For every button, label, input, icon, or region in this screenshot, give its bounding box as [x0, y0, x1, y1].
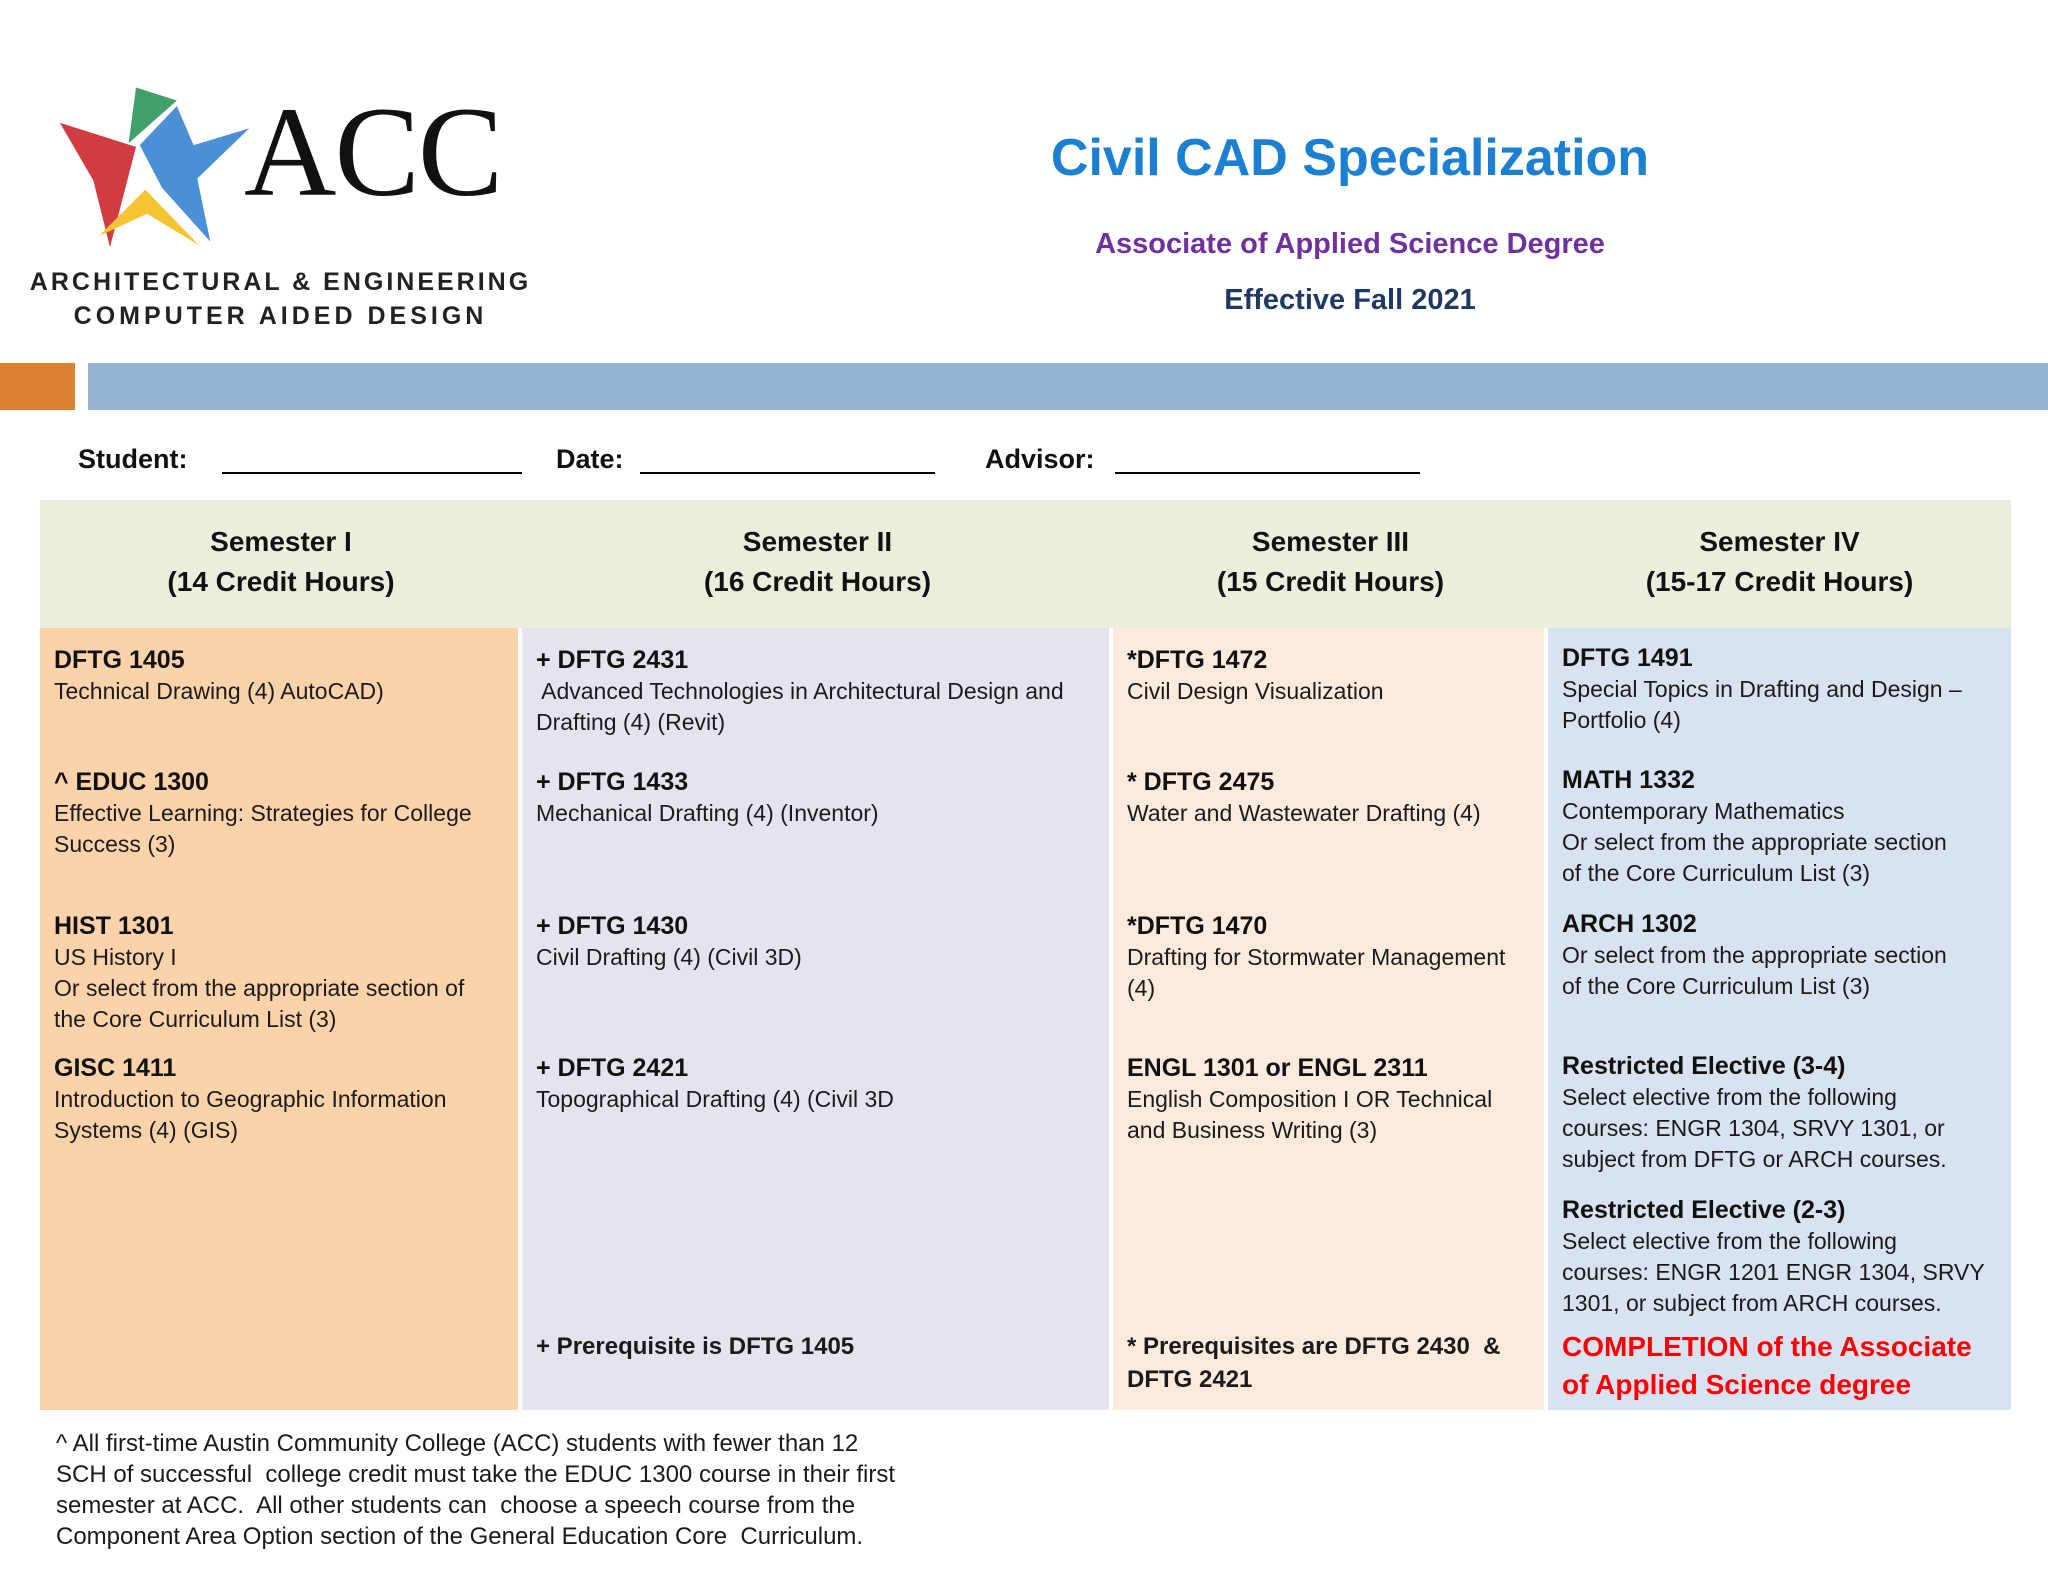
course-desc-line: Special Topics in Drafting and Design –	[1562, 676, 1962, 702]
semester-1-credits: (14 Credit Hours)	[167, 566, 395, 597]
course-desc-line: Civil Design Visualization	[1127, 678, 1384, 704]
completion-note-line: COMPLETION of the Associate	[1562, 1331, 1972, 1362]
page-title: Civil CAD Specialization	[1050, 129, 1650, 187]
footnote-line: ^ All first-time Austin Community College (ACC) students with fewer than 12	[56, 1430, 859, 1457]
course-desc-line: Effective Learning: Strategies for College	[54, 800, 472, 826]
course-desc-line: the Core Curriculum List (3)	[54, 1006, 337, 1032]
course-entry	[54, 766, 514, 860]
course-entry	[1562, 764, 2007, 889]
semester-1-column	[40, 628, 522, 1410]
course-code: * DFTG 2475	[1127, 768, 1275, 796]
logo-subtitle-line1: ARCHITECTURAL & ENGINEERING	[29, 268, 532, 296]
semester-table	[40, 500, 2011, 1410]
course-desc-line: Or select from the appropriate section	[1562, 829, 1947, 855]
course-entry	[54, 644, 514, 707]
course-entry	[1562, 908, 2007, 1002]
course-entry	[1562, 1194, 2007, 1319]
course-desc-line: Or select from the appropriate section of	[54, 975, 465, 1001]
course-code: DFTG 1405	[54, 646, 185, 674]
course-entry	[1127, 910, 1540, 1004]
prerequisite-note-line: + Prerequisite is DFTG 1405	[536, 1333, 855, 1360]
course-entry	[536, 910, 1105, 973]
orange-accent-block	[0, 363, 75, 410]
prerequisite-note-line: DFTG 2421	[1127, 1366, 1253, 1393]
course-desc-line: English Composition I OR Technical	[1127, 1086, 1493, 1112]
prerequisite-note-line: * Prerequisites are DFTG 2430 &	[1127, 1333, 1501, 1360]
course-desc-line: courses: ENGR 1304, SRVY 1301, or	[1562, 1115, 1945, 1141]
date-field[interactable]	[640, 442, 935, 474]
course-desc-line: courses: ENGR 1201 ENGR 1304, SRVY	[1562, 1259, 1985, 1285]
course-entry	[1562, 1050, 2007, 1175]
course-desc-line: 1301, or subject from ARCH courses.	[1562, 1290, 1942, 1316]
course-code: ARCH 1302	[1562, 910, 1697, 938]
course-desc-line: Or select from the appropriate section	[1562, 942, 1947, 968]
course-entry	[536, 766, 1105, 829]
course-desc-line: Select elective from the following	[1562, 1084, 1897, 1110]
course-desc-line: Advanced Technologies in Architectural Design and	[536, 678, 1064, 704]
semester-2-title: Semester II	[742, 526, 893, 557]
course-code: HIST 1301	[54, 912, 174, 940]
semester-2-credits: (16 Credit Hours)	[703, 566, 932, 597]
semester-3-column	[1113, 628, 1548, 1410]
degree-subtitle: Associate of Applied Science Degree	[1095, 228, 1605, 260]
course-code: MATH 1332	[1562, 766, 1695, 794]
semester-3-header	[1113, 500, 1548, 628]
course-code: + DFTG 1430	[536, 912, 689, 940]
course-code: *DFTG 1472	[1127, 646, 1268, 674]
semester-4-title: Semester IV	[1699, 526, 1860, 557]
course-desc-line: and Business Writing (3)	[1127, 1117, 1378, 1143]
course-desc-line: (4)	[1127, 975, 1156, 1001]
course-code: DFTG 1491	[1562, 644, 1693, 672]
completion-note-line: of Applied Science degree	[1562, 1369, 1912, 1400]
course-code: + DFTG 1433	[536, 768, 689, 796]
course-code: GISC 1411	[54, 1054, 177, 1082]
logo-subtitle-line2: COMPUTER AIDED DESIGN	[73, 302, 488, 330]
course-desc-line: Systems (4) (GIS)	[54, 1117, 239, 1143]
semester-4-column	[1548, 628, 2011, 1410]
course-desc-line: of the Core Curriculum List (3)	[1562, 973, 1871, 999]
course-desc-line: Civil Drafting (4) (Civil 3D)	[536, 944, 802, 970]
course-desc-line: US History I	[54, 944, 177, 970]
semester-3-credits: (15 Credit Hours)	[1216, 566, 1445, 597]
semester-4-credits: (15-17 Credit Hours)	[1645, 566, 1914, 597]
course-desc-line: of the Core Curriculum List (3)	[1562, 860, 1871, 886]
course-entry	[54, 910, 514, 1035]
course-desc-line: Introduction to Geographic Information	[54, 1086, 447, 1112]
advisor-label: Advisor:	[985, 444, 1095, 474]
blue-accent-bar	[88, 363, 2048, 410]
course-desc-line: Technical Drawing (4) AutoCAD)	[54, 678, 384, 704]
educ-footnote	[56, 1428, 895, 1552]
course-code: + DFTG 2431	[536, 646, 689, 674]
student-field[interactable]	[222, 442, 522, 474]
advisor-field[interactable]	[1115, 442, 1420, 474]
semester-1-title: Semester I	[210, 526, 352, 557]
course-code: ^ EDUC 1300	[54, 768, 209, 796]
semester-1-header	[40, 500, 522, 628]
course-entry	[536, 644, 1105, 738]
course-desc-line: Water and Wastewater Drafting (4)	[1127, 800, 1481, 826]
course-desc-line: Mechanical Drafting (4) (Inventor)	[536, 800, 879, 826]
course-code: Restricted Elective (3-4)	[1562, 1052, 1846, 1080]
course-desc-line: Topographical Drafting (4) (Civil 3D	[536, 1086, 894, 1112]
course-entry	[1127, 766, 1540, 829]
course-desc-line: Select elective from the following	[1562, 1228, 1897, 1254]
semester-table-header	[40, 500, 2011, 628]
student-label: Student:	[78, 444, 188, 474]
semester-3-title: Semester III	[1251, 526, 1410, 557]
date-label: Date:	[556, 444, 624, 474]
course-desc-line: Success (3)	[54, 831, 176, 857]
course-code: Restricted Elective (2-3)	[1562, 1196, 1846, 1224]
footnote-line: semester at ACC. All other students can choose a speech course from the	[56, 1492, 856, 1519]
acc-star-logo-icon	[58, 82, 253, 262]
course-desc-line: subject from DFTG or ARCH courses.	[1562, 1146, 1947, 1172]
course-entry	[54, 1052, 514, 1146]
prerequisite-note	[536, 1330, 1105, 1363]
effective-date: Effective Fall 2021	[1224, 284, 1476, 316]
course-code: + DFTG 2421	[536, 1054, 689, 1082]
course-desc-line: Contemporary Mathematics	[1562, 798, 1845, 824]
footnote-line: Component Area Option section of the General Education Core Curriculum.	[56, 1523, 864, 1550]
course-desc-line: Drafting for Stormwater Management	[1127, 944, 1506, 970]
course-entry	[1127, 644, 1540, 707]
course-desc-line: Portfolio (4)	[1562, 707, 1681, 733]
course-entry	[1562, 642, 2007, 736]
semester-2-header	[522, 500, 1113, 628]
footnote-line: SCH of successful college credit must take the EDUC 1300 course in their first	[56, 1461, 896, 1488]
prerequisite-note	[1127, 1330, 1540, 1396]
course-code: *DFTG 1470	[1127, 912, 1268, 940]
acc-logo-text: ACC	[244, 81, 502, 223]
course-code: ENGL 1301 or ENGL 2311	[1127, 1054, 1428, 1082]
course-entry	[1127, 1052, 1540, 1146]
course-desc-line: Drafting (4) (Revit)	[536, 709, 726, 735]
semester-table-body	[40, 628, 2011, 1410]
semester-4-header	[1548, 500, 2011, 628]
completion-note	[1562, 1328, 2007, 1404]
course-entry	[536, 1052, 1105, 1115]
semester-2-column	[522, 628, 1113, 1410]
